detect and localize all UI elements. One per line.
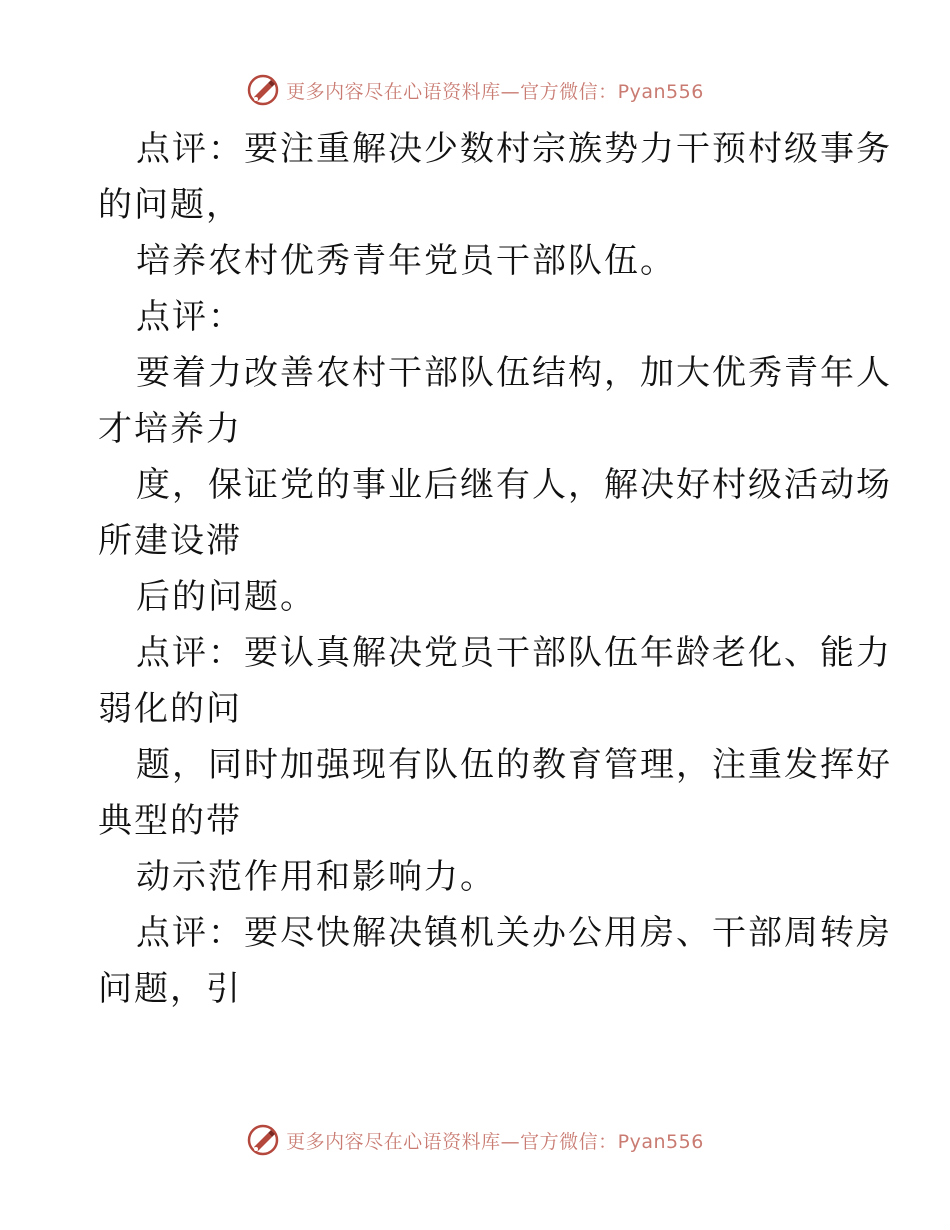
- paragraph-line: 点评：要尽快解决镇机关办公用房、干部周转房: [136, 913, 892, 953]
- paragraph-line: 度，保证党的事业后继有人，解决好村级活动场: [136, 465, 892, 505]
- paragraph-line: 点评：: [136, 297, 244, 337]
- paragraph-line: 弱化的问: [98, 689, 242, 729]
- paragraph-line: 动示范作用和影响力。: [136, 857, 496, 897]
- paragraph-line: 典型的带: [98, 801, 242, 841]
- paragraph-line: 题，同时加强现有队伍的教育管理，注重发挥好: [136, 745, 892, 785]
- banner-text: 更多内容尽在心语资料库—官方微信：Pyan556: [286, 1130, 704, 1153]
- paragraph-line: 点评：要注重解决少数村宗族势力干预村级事务: [136, 129, 892, 169]
- paragraph-line: 培养农村优秀青年党员干部队伍。: [136, 241, 676, 281]
- header-banner: [0, 70, 950, 110]
- banner-text: 更多内容尽在心语资料库—官方微信：Pyan556: [286, 80, 704, 103]
- paragraph-line: 才培养力: [98, 409, 242, 449]
- paragraph-line: 要着力改善农村干部队伍结构，加大优秀青年人: [136, 353, 892, 393]
- pen-logo-icon: [246, 1123, 280, 1157]
- paragraph-line: 点评：要认真解决党员干部队伍年龄老化、能力: [136, 633, 892, 673]
- paragraph-line: 问题，引: [98, 969, 242, 1009]
- paragraph-line: 的问题，: [98, 185, 242, 225]
- paragraph-line: 后的问题。: [136, 577, 316, 617]
- footer-banner: [0, 1120, 950, 1160]
- paragraph-line: 所建设滞: [98, 521, 242, 561]
- pen-logo-icon: [246, 73, 280, 107]
- document-body: [98, 121, 892, 1017]
